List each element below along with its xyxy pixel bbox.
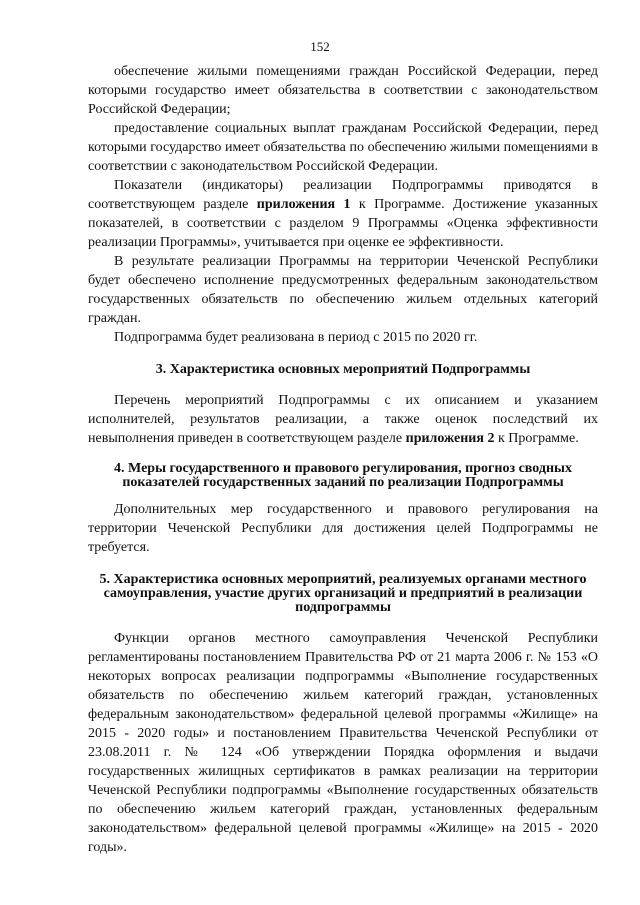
section-4-heading-line-1: 4. Меры государственного и правового регулирования, прогноз сводных [114, 461, 572, 476]
appendix-1-reference: приложения 1 [256, 197, 351, 212]
paragraph-indicators [88, 176, 598, 252]
section-3-text [88, 391, 598, 448]
section-5-heading [88, 573, 598, 615]
paragraph-program-result: В результате реализации Программы на территории Чеченской Республики будет обеспечено исполнение предусмотренных федеральным законодательством государственных обязательств по обеспечению жильем отдельных категорий граждан. [88, 254, 598, 326]
section-4-text: Дополнительных мер государственного и правового регулирования на территории Чеченской Республики для достижения целей Подпрограммы не требуется. [88, 502, 598, 555]
indicators-text-end: к Программе. Достижение указанных показателей, в соответствии с разделом 9 Программы «Оценка эффективности реализации Программы», учитывается при оценке ее эффективности. [88, 197, 598, 250]
section-5-heading-line-1: 5. Характеристика основных мероприятий, реализуемых органами местного [99, 572, 587, 587]
paragraph-program-period: Подпрограмма будет реализована в период с 2015 по 2020 гг. [114, 330, 478, 345]
appendix-2-reference: приложения 2 [405, 431, 495, 446]
paragraph-housing-provision: обеспечение жилыми помещениями граждан Российской Федерации, перед которыми государство имеет обязательства в соответствии с законодательством Российской Федерации; [88, 64, 598, 117]
section-3-heading: 3. Характеристика основных мероприятий Подпрограммы [155, 362, 531, 377]
document-body [88, 62, 598, 857]
section-4-heading [88, 462, 598, 490]
paragraph-social-payments: предоставление социальных выплат гражданам Российской Федерации, перед которыми государство имеет обязательства по обеспечению жилыми помещениями в соответствии с законодательством Российской Федерации. [88, 121, 598, 174]
indicators-text-start: Показатели (индикаторы) реализации Подпрограммы приводятся в соответствующем разделе [88, 178, 598, 212]
section-5-heading-line-3: подпрограммы [295, 600, 391, 615]
page-number: 152 [310, 39, 330, 54]
section-3-text-start: Перечень мероприятий Подпрограммы с их описанием и указанием исполнителей, результатов реализации, а также оценок последствий их невыполнения приведен в соответствующем разделе [88, 393, 598, 446]
section-5-text: Функции органов местного самоуправления Чеченской Республики регламентированы постановлением Правительства РФ от 21 марта 2006 г. № 153 «О некоторых вопросах реализации подпрограммы «Выполнение государственных обязательств по обеспечению жильем категорий граждан, установленных федеральным законодательством» федеральной целевой программы «Жилище» на 2015 - 2020 годы» и постановлением Правительства Чеченской Республики от 23.08.2011 г. № 124 «Об утверждении Порядка оформления и выдачи государственных жилищных сертификатов в рамках реализации на территории Чеченской Республики подпрограммы «Выполнение государственных обязательств по обеспечению жильем категорий граждан, установленных федеральным законодательством» федеральной целевой программы «Жилище» на 2015 - 2020 годы». [88, 631, 598, 855]
section-3-text-end: к Программе. [494, 431, 579, 446]
section-4-heading-line-2: показателей государственных заданий по реализации Подпрограммы [122, 475, 564, 490]
section-5-heading-line-2: самоуправления, участие других организаций и предприятий в реализации [103, 586, 583, 601]
